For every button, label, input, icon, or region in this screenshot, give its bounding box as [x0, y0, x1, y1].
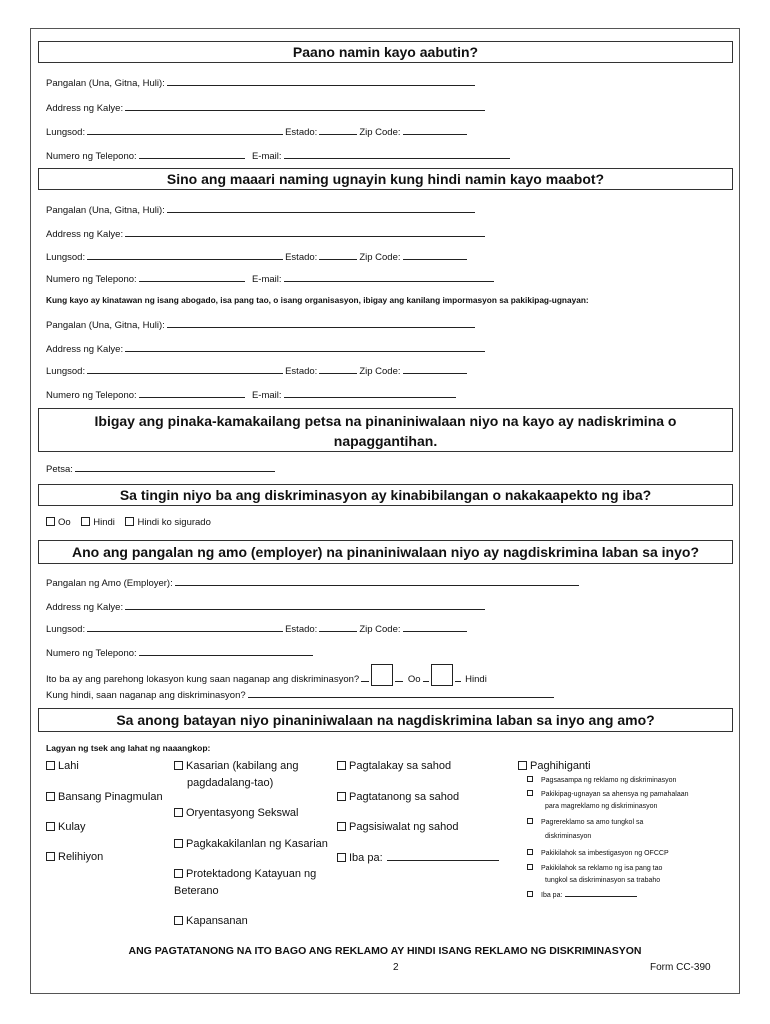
date-field[interactable]: Petsa:: [46, 462, 277, 476]
retaliation-item-1[interactable]: Pagsasampa ng reklamo ng diskriminasyon: [527, 776, 676, 786]
retaliation-item-4[interactable]: Pakikilahok sa imbestigasyon ng OFCCP: [527, 849, 669, 859]
form-number: Form CC-390: [650, 962, 711, 973]
section-header-alt-contact: Sino ang maaari naming ugnayin kung hindi namin kayo maabot?: [38, 168, 733, 190]
option-kasarian-cont: pagdadalang-tao): [187, 777, 274, 789]
alt-name-field[interactable]: Pangalan (Una, Gitna, Huli):: [46, 203, 477, 217]
employer-phone-field[interactable]: Numero ng Telepono:: [46, 646, 315, 660]
option-lahi[interactable]: Lahi: [46, 759, 79, 774]
retaliation-item-2-cont: para magreklamo ng diskriminasyon: [545, 803, 658, 810]
option-kulay[interactable]: Kulay: [46, 820, 86, 835]
same-location-row: Ito ba ay ang parehong lokasyon kung saan naganap ang diskriminasyon? Oo Hindi: [46, 664, 487, 686]
name-field[interactable]: Pangalan (Una, Gitna, Huli):: [46, 76, 477, 90]
section-header-contact: Paano namin kayo aabutin?: [38, 41, 733, 63]
option-kasarian[interactable]: Kasarian (kabilang ang: [174, 759, 299, 774]
section-header-basis: Sa anong batayan niyo pinaniniwalaan na nagdiskrimina laban sa inyo ang amo?: [38, 708, 733, 732]
retaliation-item-5-cont: tungkol sa diskriminasyon sa trabaho: [545, 877, 661, 884]
option-beterano-cont: Beterano: [174, 885, 219, 897]
retaliation-item-3[interactable]: Pagrereklamo sa amo tungkol sa: [527, 818, 643, 828]
address-field[interactable]: Address ng Kalye:: [46, 101, 487, 115]
same-location-no-box[interactable]: [431, 664, 453, 686]
page-number: 2: [393, 962, 399, 973]
rep-name-field[interactable]: Pangalan (Una, Gitna, Huli):: [46, 318, 477, 332]
option-pagkakakilanlan-kasarian[interactable]: Pagkakakilanlan ng Kasarian: [174, 837, 328, 852]
retaliation-item-6[interactable]: Iba pa:: [527, 889, 637, 901]
city-state-zip-row[interactable]: Lungsod: Estado: Zip Code:: [46, 125, 469, 139]
rep-address-field[interactable]: Address ng Kalye:: [46, 342, 487, 356]
affects-others-options: Oo Hindi Hindi ko sigurado: [46, 517, 211, 529]
footer-notice: ANG PAGTATANONG NA ITO BAGO ANG REKLAMO AY HINDI ISANG REKLAMO NG DISKRIMINASYON: [128, 945, 642, 957]
option-paghihiganti[interactable]: Paghihiganti: [518, 759, 591, 774]
rep-phone-email-row[interactable]: Numero ng Telepono: E-mail:: [46, 388, 458, 402]
option-kapansanan[interactable]: Kapansanan: [174, 914, 248, 929]
employer-city-state-zip-row[interactable]: Lungsod: Estado: Zip Code:: [46, 622, 469, 636]
retaliation-item-5[interactable]: Pakikilahok sa reklamo ng isa pang tao: [527, 864, 662, 874]
checkbox-oo[interactable]: [46, 517, 55, 526]
employer-name-field[interactable]: Pangalan ng Amo (Employer):: [46, 576, 581, 590]
checkbox-hindi-sigurado[interactable]: [125, 517, 134, 526]
alt-phone-email-row[interactable]: Numero ng Telepono: E-mail:: [46, 272, 496, 286]
option-pagsisiwalat-sahod[interactable]: Pagsisiwalat ng sahod: [337, 820, 458, 835]
representative-note: Kung kayo ay kinatawan ng isang abogado, isa pang tao, o isang organisasyon, ibigay ang kanilang impormasyon sa pakikipag-ugnayan:: [46, 295, 589, 305]
basis-instruction: Lagyan ng tsek ang lahat ng naaangkop:: [46, 743, 211, 753]
option-iba-pa[interactable]: Iba pa:: [337, 850, 499, 866]
option-bansang-pinagmulan[interactable]: Bansang Pinagmulan: [46, 790, 163, 805]
phone-email-row[interactable]: Numero ng Telepono: E-mail:: [46, 149, 512, 163]
employer-address-field[interactable]: Address ng Kalye:: [46, 600, 487, 614]
option-pagtatanong-sahod[interactable]: Pagtatanong sa sahod: [337, 790, 459, 805]
option-pagtalakay-sahod[interactable]: Pagtalakay sa sahod: [337, 759, 451, 774]
checkbox-hindi[interactable]: [81, 517, 90, 526]
retaliation-item-3-cont: diskriminasyon: [545, 833, 592, 840]
section-header-date: Ibigay ang pinaka-kamakailang petsa na pinaniniwalaan niyo na kayo ay nadiskrimina o napaggantihan.: [38, 408, 733, 452]
option-oryentasyong-sekswal[interactable]: Oryentasyong Sekswal: [174, 806, 299, 821]
same-location-yes-box[interactable]: [371, 664, 393, 686]
option-beterano[interactable]: Protektadong Katayuan ng: [174, 867, 316, 882]
option-relihiyon[interactable]: Relihiyon: [46, 850, 103, 865]
alt-city-state-zip-row[interactable]: Lungsod: Estado: Zip Code:: [46, 250, 469, 264]
retaliation-item-2[interactable]: Pakikipag-ugnayan sa ahensya ng pamahalaan: [527, 790, 689, 800]
section-header-employer: Ano ang pangalan ng amo (employer) na pinaniniwalaan niyo ay nagdiskrimina laban sa inyo?: [38, 540, 733, 564]
alt-address-field[interactable]: Address ng Kalye:: [46, 227, 487, 241]
where-field[interactable]: Kung hindi, saan naganap ang diskriminasyon?: [46, 688, 556, 702]
section-header-affects-others: Sa tingin niyo ba ang diskriminasyon ay kinabibilangan o nakakaapekto ng iba?: [38, 484, 733, 506]
rep-city-state-zip-row[interactable]: Lungsod: Estado: Zip Code:: [46, 364, 469, 378]
